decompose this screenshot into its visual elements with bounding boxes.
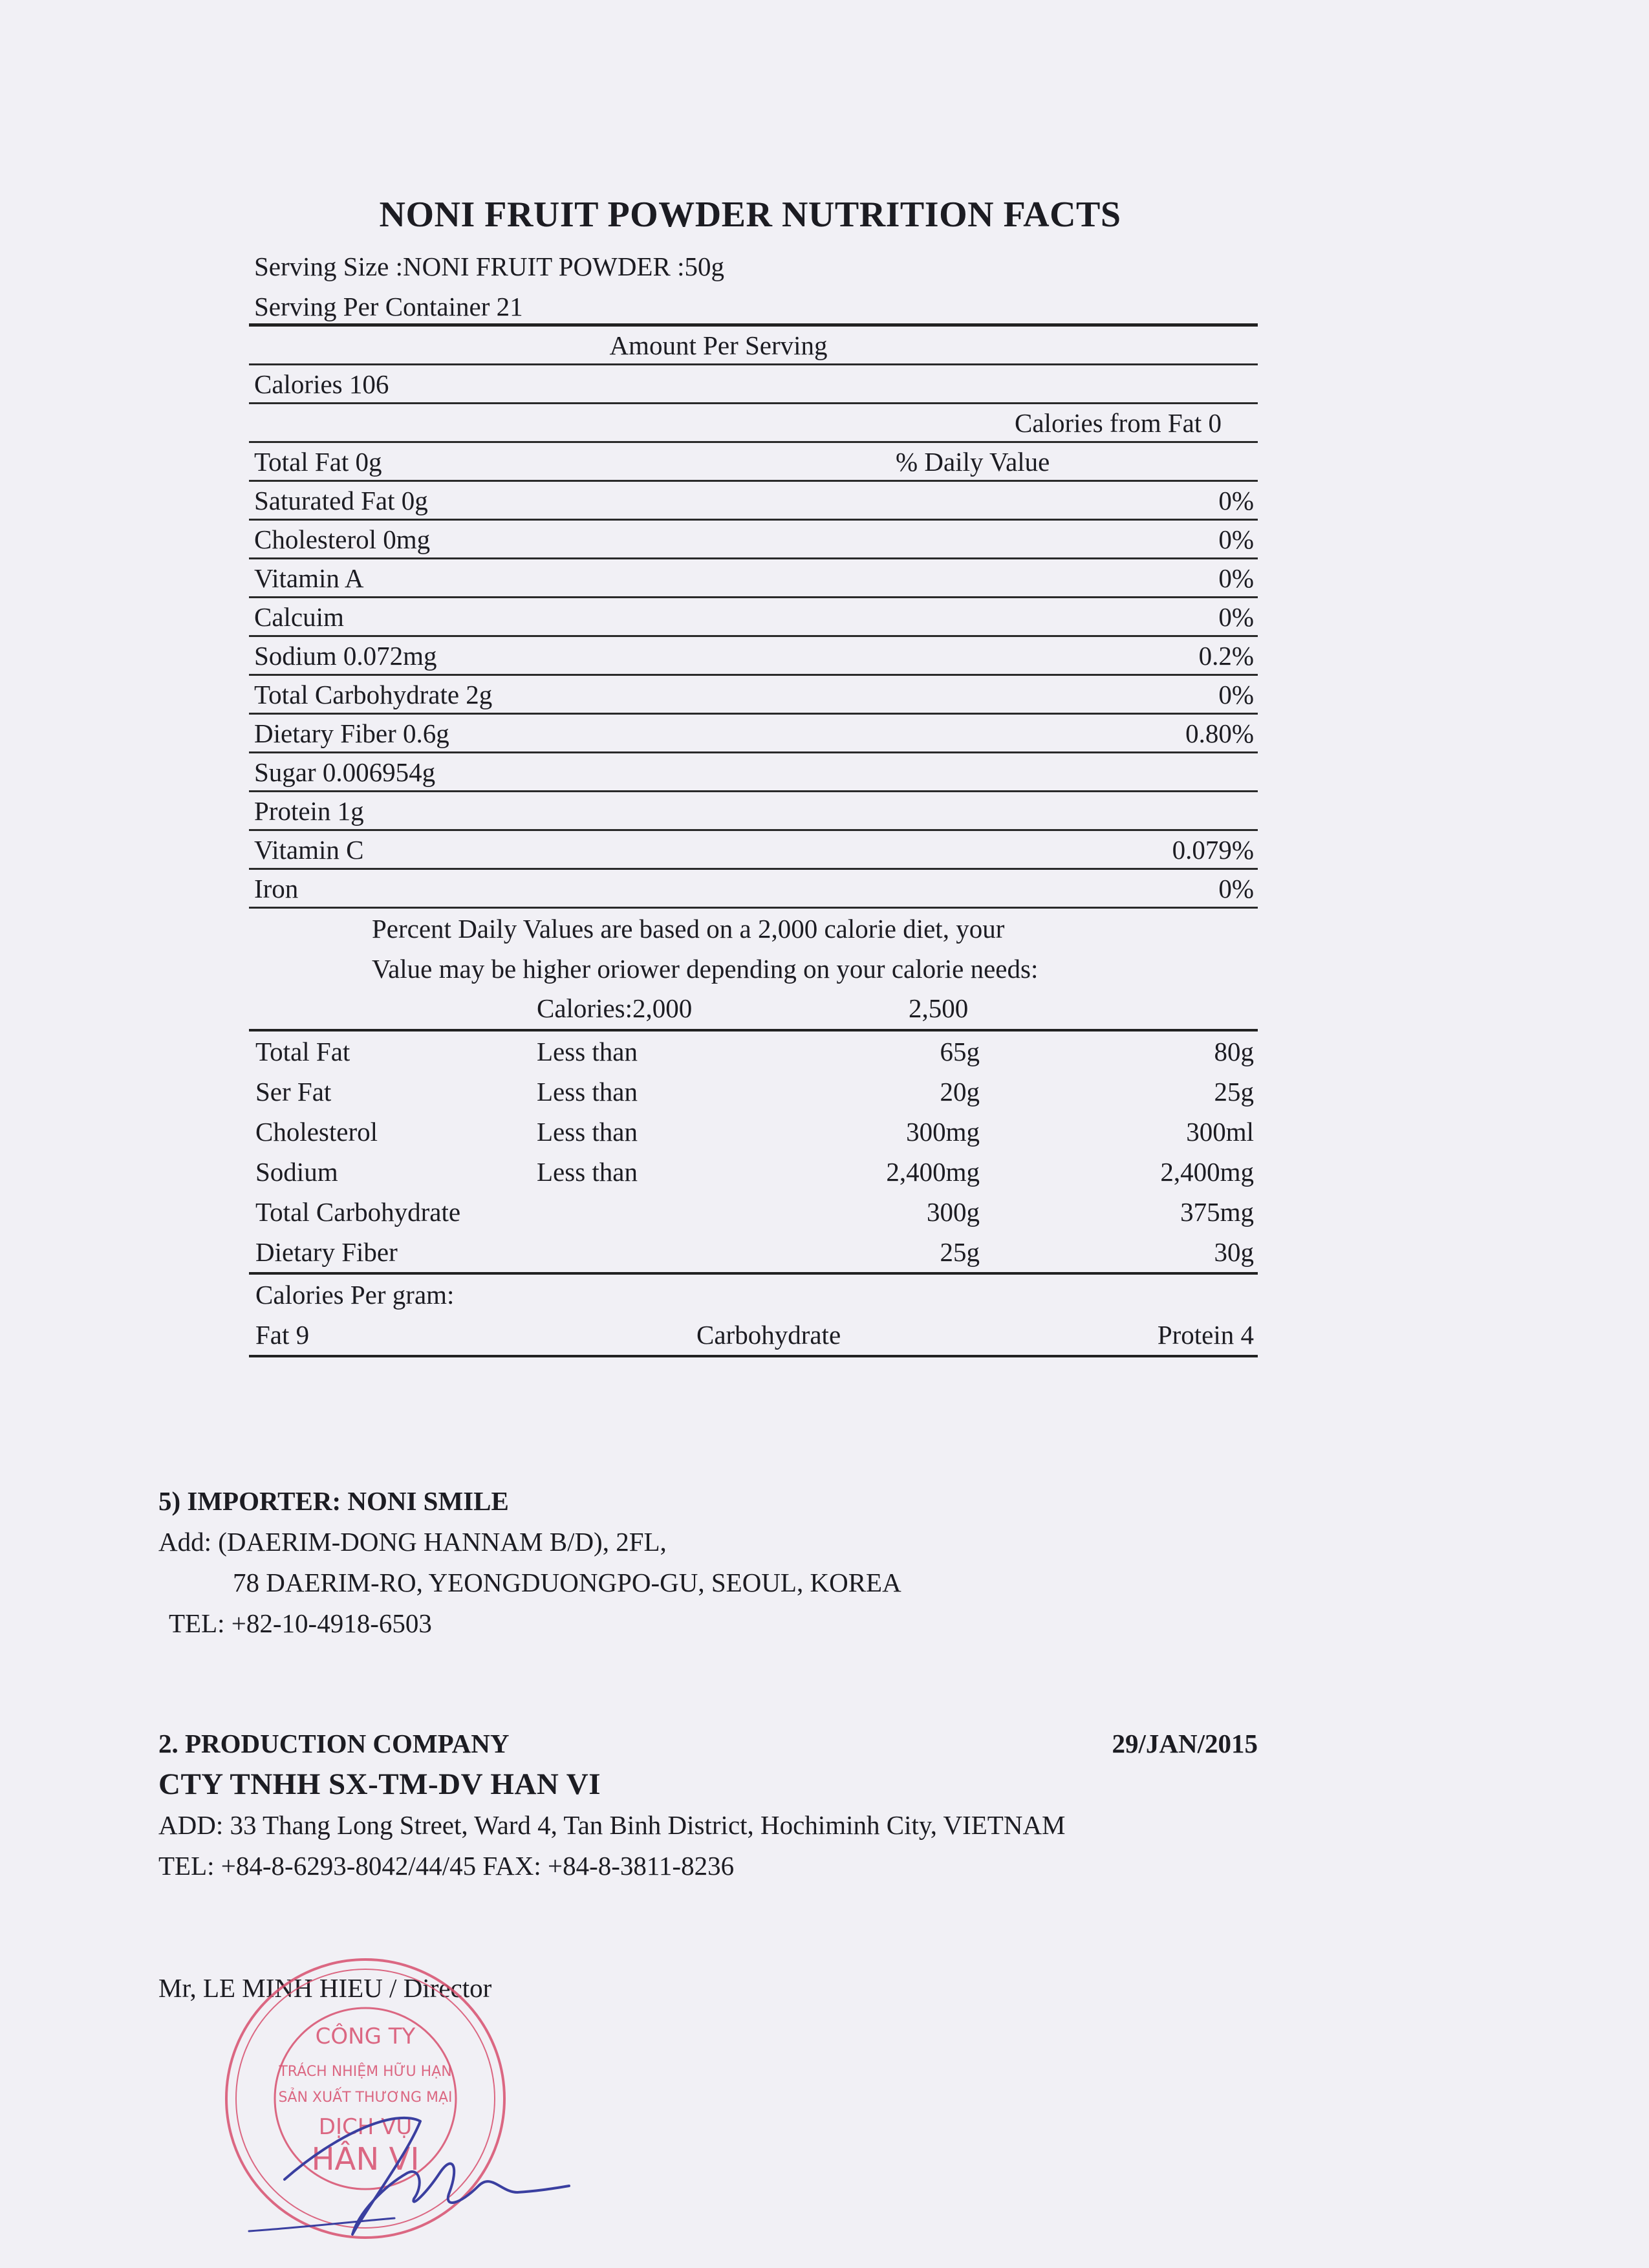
nutrient-name: Vitamin C (254, 834, 364, 865)
calories-per-gram-label: Calories Per gram: (255, 1280, 455, 1310)
nutrient-list (249, 482, 1258, 909)
nutrient-name: Cholesterol 0mg (254, 524, 431, 554)
dv-value-2500: 300ml (1186, 1117, 1254, 1147)
dv-value-2000: 300g (927, 1197, 980, 1227)
dv-value-2500: 375mg (1180, 1197, 1254, 1227)
calorie-level-2500: 2,500 (909, 993, 969, 1023)
production-heading-row (158, 1723, 1258, 1764)
nutrient-row (249, 870, 1258, 909)
dv-value-2000: 2,400mg (886, 1157, 980, 1187)
amount-per-serving-label: Amount Per Serving (609, 330, 828, 360)
handwritten-signature (246, 2095, 582, 2244)
dv-value-2000: 20g (940, 1077, 980, 1107)
dv-value-2500: 2,400mg (1160, 1157, 1254, 1187)
nutrient-daily-value: 0% (1218, 679, 1254, 709)
dv-nutrient-name: Sodium (255, 1157, 338, 1187)
daily-value-row (249, 1152, 1258, 1192)
daily-values-table (249, 1031, 1258, 1275)
nutrition-facts-panel (249, 246, 1258, 1357)
nutrient-name: Iron (254, 873, 299, 903)
stamp-text-line: CÔNG TY (315, 2024, 416, 2049)
nutrient-row (249, 637, 1258, 676)
nutrient-name: Vitamin A (254, 563, 364, 593)
fat-per-gram: Fat 9 (255, 1320, 310, 1350)
dv-value-2500: 80g (1214, 1037, 1254, 1066)
daily-value-row (249, 1072, 1258, 1112)
nutrient-daily-value: 0% (1218, 524, 1254, 554)
calories-per-gram-label-row (249, 1275, 1258, 1315)
notes-line-1: Percent Daily Values are based on a 2,000 calorie diet, your (372, 914, 1005, 944)
importer-heading: 5) IMPORTER: NONI SMILE (158, 1486, 509, 1516)
calories-from-fat-row (249, 404, 1258, 443)
dv-nutrient-name: Total Carbohydrate (255, 1197, 461, 1227)
dv-value-2500: 30g (1214, 1237, 1254, 1267)
protein-per-gram: Protein 4 (1157, 1320, 1254, 1350)
stamp-text-line: TRÁCH NHIỆM HỮU HẠN (279, 2064, 452, 2080)
nutrient-daily-value: 0.079% (1172, 834, 1254, 865)
nutrient-name: Saturated Fat 0g (254, 485, 428, 515)
total-fat-row (249, 443, 1258, 482)
dv-value-2000: 300mg (906, 1117, 980, 1147)
production-address: ADD: 33 Thang Long Street, Ward 4, Tan Binh District, Hochiminh City, VIETNAM (158, 1810, 1066, 1840)
nutrient-row (249, 482, 1258, 521)
nutrient-daily-value: 0% (1218, 873, 1254, 903)
production-tel-fax: TEL: +84-8-6293-8042/44/45 FAX: +84-8-3811-8236 (158, 1851, 735, 1881)
dv-qualifier: Less than (537, 1157, 638, 1187)
nutrient-row (249, 559, 1258, 598)
nutrient-row (249, 521, 1258, 559)
nutrient-row (249, 715, 1258, 753)
nutrient-name: Calcuim (254, 601, 344, 632)
daily-value-row (249, 1192, 1258, 1232)
nutrient-name: Total Carbohydrate 2g (254, 679, 493, 709)
importer-block (158, 1481, 901, 1644)
dv-nutrient-name: Ser Fat (255, 1077, 332, 1107)
signatory: Mr, LE MINH HIEU / Director (158, 1973, 492, 2003)
dv-qualifier: Less than (537, 1037, 638, 1066)
daily-value-row (249, 1112, 1258, 1152)
document-title: NONI FRUIT POWDER NUTRITION FACTS (379, 195, 1121, 235)
nutrient-daily-value: 0% (1218, 563, 1254, 593)
serving-size: Serving Size :NONI FRUIT POWDER :50g (254, 252, 724, 281)
stamp-text-line: HÂN VI (311, 2141, 420, 2177)
daily-value-notes (249, 909, 1258, 989)
stamp-text-line: DỊCH VỤ (318, 2114, 413, 2140)
nutrient-daily-value: 0.2% (1198, 640, 1254, 671)
notes-line-2: Value may be higher oriower depending on your calorie needs: (372, 954, 1039, 984)
calories-row (249, 365, 1258, 404)
nutrient-row (249, 598, 1258, 637)
nutrient-name: Dietary Fiber 0.6g (254, 718, 449, 748)
calorie-level-2000: Calories:2,000 (537, 993, 693, 1023)
nutrient-row (249, 753, 1258, 792)
daily-value-row (249, 1031, 1258, 1072)
production-block (158, 1723, 1258, 1886)
nutrient-row (249, 831, 1258, 870)
production-date: 29/JAN/2015 (1112, 1729, 1258, 1758)
serving-per-container: Serving Per Container 21 (254, 292, 523, 321)
nutrient-row (249, 676, 1258, 715)
importer-tel: TEL: +82-10-4918-6503 (169, 1608, 432, 1638)
amount-per-serving-row (249, 327, 1258, 365)
carb-per-gram: Carbohydrate (696, 1320, 841, 1350)
daily-value-row (249, 1232, 1258, 1275)
production-company-name: CTY TNHH SX-TM-DV HAN VI (158, 1767, 601, 1801)
dv-qualifier: Less than (537, 1077, 638, 1107)
nutrient-daily-value: 0% (1218, 485, 1254, 515)
importer-address-line-1: Add: (DAERIM-DONG HANNAM B/D), 2FL, (158, 1527, 667, 1557)
dv-value-2000: 25g (940, 1237, 980, 1267)
stamp-text-line: SẢN XUẤT THƯƠNG MẠI (278, 2090, 453, 2106)
dv-nutrient-name: Dietary Fiber (255, 1237, 398, 1267)
nutrient-daily-value: 0% (1218, 601, 1254, 632)
nutrient-name: Sugar 0.006954g (254, 757, 436, 787)
nutrient-row (249, 792, 1258, 831)
dv-nutrient-name: Cholesterol (255, 1117, 378, 1147)
total-fat-value: Total Fat 0g (254, 446, 382, 477)
dv-qualifier: Less than (537, 1117, 638, 1147)
calories-from-fat-value: Calories from Fat 0 (1015, 407, 1222, 438)
dv-nutrient-name: Total Fat (255, 1037, 350, 1066)
calories-per-gram-row (249, 1315, 1258, 1357)
importer-address-line-2: 78 DAERIM-RO, YEONGDUONGPO-GU, SEOUL, KOREA (233, 1568, 901, 1597)
nutrient-name: Sodium 0.072mg (254, 640, 437, 671)
calories-value: Calories 106 (254, 369, 389, 399)
dv-value-2000: 65g (940, 1037, 980, 1066)
dv-value-2500: 25g (1214, 1077, 1254, 1107)
nutrient-daily-value: 0.80% (1185, 718, 1254, 748)
nutrient-name: Protein 1g (254, 795, 364, 826)
daily-value-header: % Daily Value (896, 446, 1050, 477)
production-heading: 2. PRODUCTION COMPANY (158, 1729, 510, 1758)
calorie-levels-header (249, 989, 1258, 1031)
